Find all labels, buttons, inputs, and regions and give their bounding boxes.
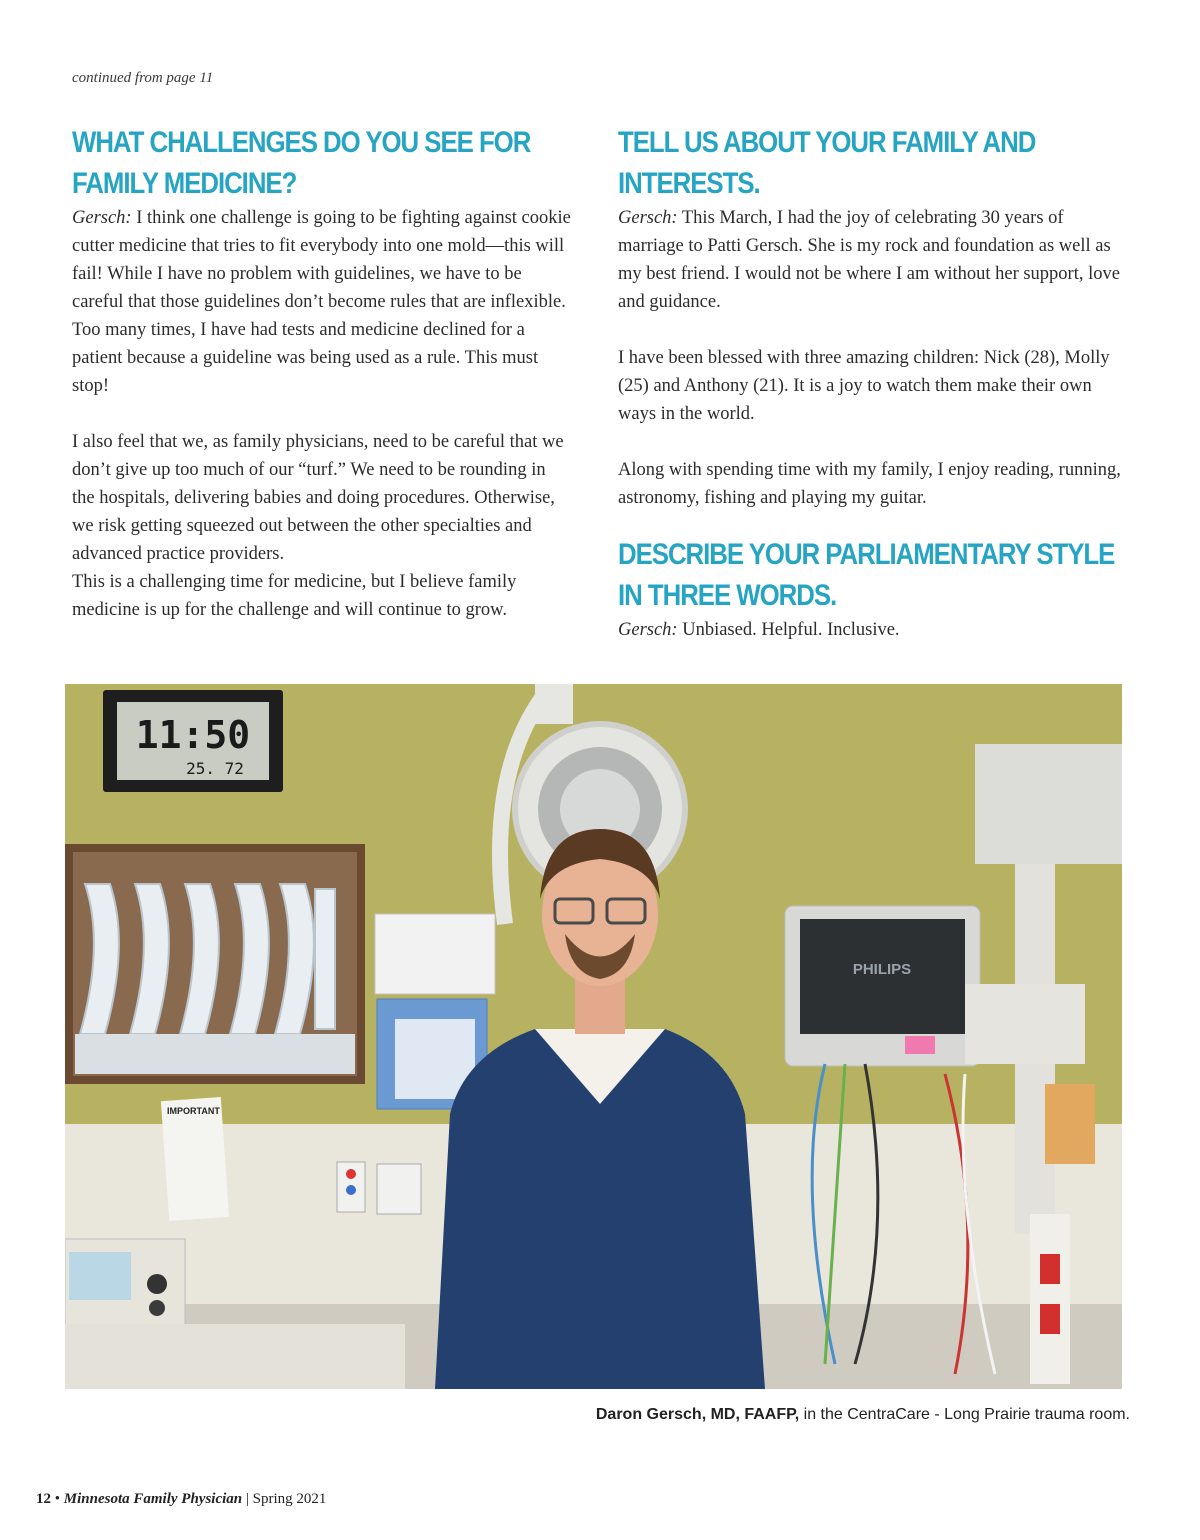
photo-illustration — [65, 684, 1122, 1389]
right-column — [618, 122, 1128, 644]
sign-text: IMPORTANT — [167, 1106, 220, 1116]
right-paragraph-3: Along with spending time with my family, I enjoy reading, running, astronomy, fishing and playing my guitar. — [618, 460, 1121, 508]
speaker-label: Gersch: — [618, 620, 678, 640]
heading-parliamentary: DESCRIBE YOUR PARLIAMENTARY STYLE IN THREE WORDS. — [618, 538, 1115, 612]
speaker-label: Gersch: — [72, 208, 132, 228]
right-paragraph-4: Gersch: Unbiased. Helpful. Inclusive. — [618, 620, 900, 640]
speaker-label: Gersch: — [618, 208, 678, 228]
heading-family: TELL US ABOUT YOUR FAMILY AND INTERESTS. — [618, 126, 1036, 200]
photo-caption: Daron Gersch, MD, FAAFP, in the CentraCare - Long Prairie trauma room. — [595, 1406, 1130, 1423]
clock-time: 11:50 — [135, 713, 251, 757]
issue-label: | Spring 2021 — [245, 1491, 327, 1507]
right-paragraph-1: Gersch: This March, I had the joy of celebrating 30 years of marriage to Patti Gersch. She is my rock and foundation as well as my best friend. I would not be where I am without her support, love and guidance. — [618, 208, 1120, 312]
infusion-pump — [1045, 1084, 1095, 1164]
clock-temp: 25. 72 — [186, 759, 244, 778]
caption-name: Daron Gersch, MD, FAAFP, — [595, 1406, 800, 1423]
left-paragraph-1: Gersch: I think one challenge is going to be fighting against cookie cutter medicine that tries to fit everybody into one mold—this will fail! While I have no problem with guidelines, we have to be careful that those guidelines don’t become rules that are inflexible. Too many times, I have had tests and medicine declined for a patient because a guideline was being used as a rule. This must stop! — [72, 208, 571, 396]
page-number: 12 — [36, 1491, 51, 1507]
continued-note: continued from page 11 — [72, 70, 214, 86]
right-paragraph-2: I have been blessed with three amazing children: Nick (28), Molly (25) and Anthony (21). It is a joy to watch them make their own ways in the world. — [618, 348, 1110, 424]
left-column — [72, 122, 572, 624]
footer-bullet: • — [54, 1491, 61, 1507]
page-footer — [36, 1491, 326, 1508]
left-paragraph-2: I also feel that we, as family physicians, need to be careful that we don’t give up too much of our “turf.” We need to be rounding in the hospitals, delivering babies and doing procedures. Otherwise, we risk getting squeezed out between the other specialties and advanced practice providers. — [72, 432, 564, 564]
monitor-brand: PHILIPS — [852, 961, 912, 978]
left-paragraph-3: This is a challenging time for medicine, but I believe family medicine is up for the challenge and will continue to grow. — [72, 572, 517, 620]
trauma-room-photo — [65, 684, 1122, 1389]
heading-challenges: WHAT CHALLENGES DO YOU SEE FOR FAMILY MEDICINE? — [72, 126, 531, 200]
magazine-title: Minnesota Family Physician — [63, 1491, 243, 1507]
